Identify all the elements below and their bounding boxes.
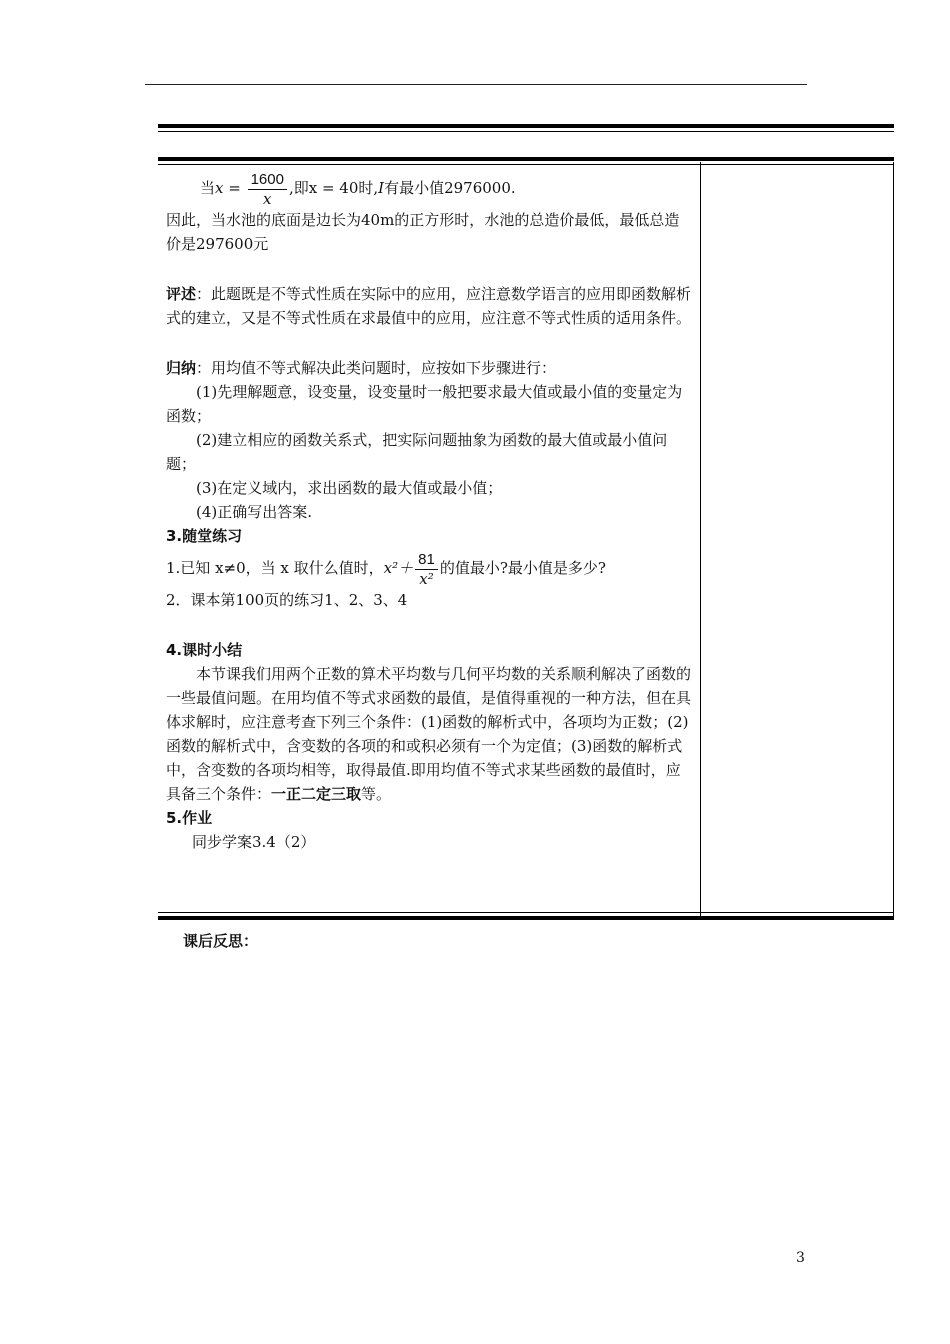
- exercise-2: 2．课本第100页的练习1、2、3、4: [166, 591, 408, 609]
- table-bottom-border: [158, 916, 894, 920]
- comment-label: 评述: [166, 285, 197, 303]
- fraction: $\frac{81}{\text{x²}}$: [415, 551, 438, 588]
- summary-step: (2)建立相应的函数关系式，把实际问题抽象为函数的最大值或最小值问题；: [166, 431, 668, 473]
- fraction: $\frac{1600}{x}$: [248, 171, 287, 208]
- column-divider: [700, 162, 701, 916]
- table-top-border-thin: [158, 131, 894, 132]
- section-title: 3.随堂练习: [166, 527, 243, 545]
- summary-step: (1)先理解题意，设变量，设变量时一般把要求最大值或最小值的变量定为函数；: [166, 383, 683, 425]
- conclusion-paragraph: 因此，当水池的底面是边长为40m的正方形时，水池的总造价最低，最低总造价是297600元: [166, 211, 680, 253]
- summary-label: 归纳: [166, 359, 197, 377]
- section-title: 5.作业: [166, 809, 213, 827]
- comment-paragraph: 评述：此题既是不等式性质在实际中的应用，应注意数学语言的应用即函数解析式的建立，又是不等式性质在求最值中的应用，应注意不等式性质的适用条件。: [166, 285, 692, 327]
- section-title: 4.课时小结: [166, 641, 243, 659]
- exercise-1: 1.已知 x≠0，当 x 取什么值时，x²＋ $\frac{81}{\text{x²}}$ 的值最小?最小值是多少?: [166, 550, 606, 588]
- lesson-content: [166, 168, 694, 854]
- table-top-border: [158, 124, 894, 128]
- summary-paragraph: 归纳：用均值不等式解决此类问题时，应按如下步骤进行：: [166, 359, 557, 377]
- summary-text: 本节课我们用两个正数的算术平均数与几何平均数的关系顺利解决了函数的一些最值问题。在用均值不等式求函数的最值，是值得重视的一种方法，但在具体求解时，应注意考查下列三个条件：(1)函数的解析式中，各项均为正数；(2)函数的解析式中，含变数的各项的和或积必须有一个为定值；(3)函数的解析式中，含变数的各项均相等，取得最值.即用均值不等式求某些函数的最值时，应具备三个条件：一正二定三取等。: [166, 665, 692, 803]
- key-phrase: 一正二定三取: [271, 785, 362, 803]
- formula-line: 当x = $\frac{1600}{x}$ ,即x = 40时,I有最小值2976000.: [200, 170, 516, 208]
- table-bottom-border-thin: [158, 912, 894, 913]
- page-number: 3: [796, 1250, 805, 1266]
- table-header-border: [158, 157, 894, 161]
- reflection-label: 课后反思：: [183, 932, 259, 950]
- summary-step: (3)在定义域内，求出函数的最大值或最小值；: [196, 479, 503, 497]
- header-rule: [145, 84, 807, 85]
- homework-text: 同步学案3.4（2）: [192, 833, 316, 851]
- summary-step: (4)正确写出答案.: [196, 503, 313, 521]
- table-header-border-thin: [158, 164, 894, 165]
- table-right-border: [893, 162, 894, 916]
